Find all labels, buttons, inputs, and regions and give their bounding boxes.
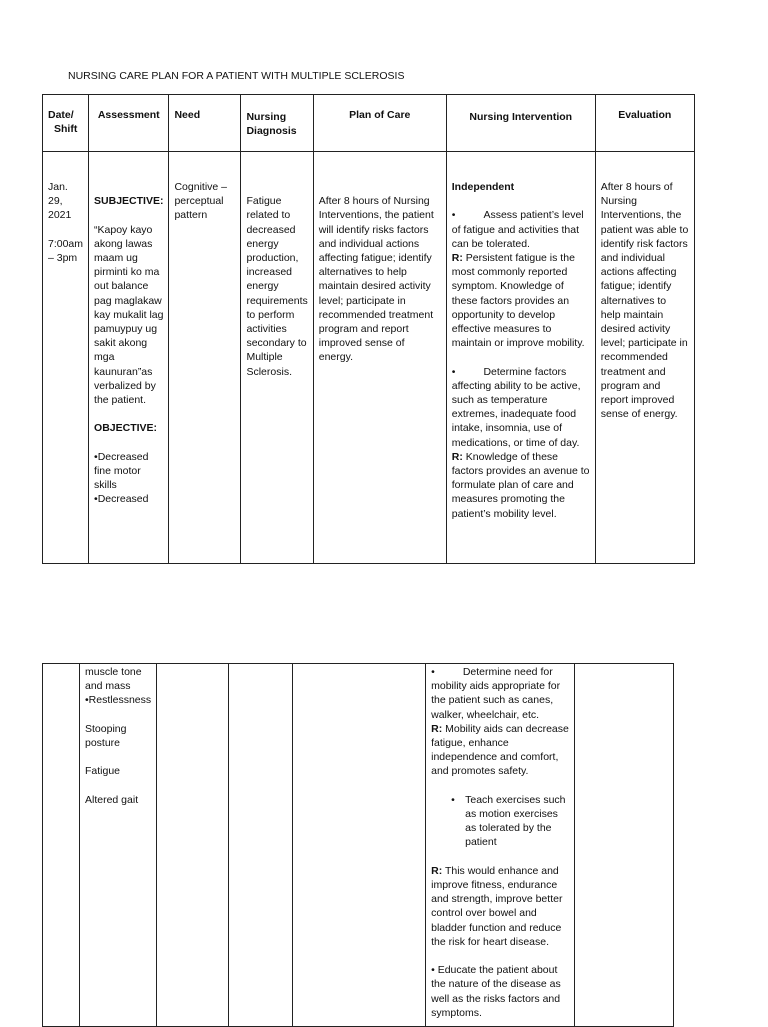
intervention-item: • Assess patient’s level of fatigue and activities that can be tolerated.: [451, 209, 584, 250]
need-cell: [169, 152, 241, 564]
header-evaluation: Evaluation: [595, 95, 694, 152]
intervention-item: • Determine need for mobility aids appropriate for the patient such as canes, walker, wheelchair, etc.: [431, 666, 561, 721]
intervention-item: • Teach exercises such as motion exercises as tolerated by the patient: [465, 793, 569, 850]
header-date-shift: Date/ Shift: [43, 95, 89, 152]
rationale: R: This would enhance and improve fitness, endurance and strength, improve better control over bowel and bladder function and reduce the risk for heart disease.: [431, 864, 563, 948]
intervention-heading: Independent: [451, 181, 515, 193]
objective-item: muscle tone and mass: [85, 666, 142, 693]
care-plan-table-page1: [42, 94, 695, 564]
date-shift-cell: [43, 664, 80, 1027]
intervention-item: • Determine factors affecting ability to be active, such as temperature extremes, inadequate food intake, insomnia, use of medications, or time of day.: [451, 365, 581, 449]
need-cell: [157, 664, 229, 1027]
plan-cell: [313, 152, 446, 564]
plan-text: After 8 hours of Nursing Interventions, the patient will identify risks factors and individual actions affecting fatigue; identify alternatives to help maintain desired activity level; participate in recommended treatment program and report improved sense of energy.: [318, 195, 434, 364]
evaluation-cell: [575, 664, 674, 1027]
date: Jan. 29, 2021: [48, 181, 72, 222]
objective-item: •Decreased: [94, 493, 149, 506]
header-plan: Plan of Care: [313, 95, 446, 152]
objective-item: Fatigue: [85, 765, 121, 778]
intervention-sublist: [431, 793, 569, 850]
subjective-label: SUBJECTIVE:: [94, 195, 164, 208]
rationale: R: Mobility aids can decrease fatigue, enhance independence and comfort, and promotes safety.: [431, 722, 569, 778]
header-intervention: Nursing Intervention: [446, 95, 595, 152]
rationale: R: Persistent fatigue is the most commonly reported symptom. Knowledge of these factors provides an opportunity to develop effective measures to maintain or improve mobility.: [451, 252, 585, 350]
objective-item: •Decreased fine motor skills: [94, 450, 149, 492]
need-text: Cognitive – perceptual pattern: [174, 181, 227, 222]
evaluation-cell: [595, 152, 694, 564]
diagnosis-cell: [241, 152, 313, 564]
evaluation-text: After 8 hours of Nursing Interventions, the patient was able to identify risk factors and individual actions affecting fatigue; identify alternatives to help maintain desired activity level; participate in recommended treatment and program and report improved sense of energy.: [600, 181, 689, 421]
diagnosis-text: Fatigue related to decreased energy production, increased energy requirements to perform activities secondary to Multiple Sclerosis.: [246, 195, 308, 378]
header-need: Need: [169, 95, 241, 152]
rationale: R: Knowledge of these factors provides an avenue to formulate plan of care and measures promoting the patient’s mobility level.: [451, 450, 590, 520]
objective-item: Altered gait: [85, 793, 139, 806]
care-plan-table-page2: [42, 663, 674, 1027]
assessment-cell: [80, 664, 157, 1027]
assessment-cell: [89, 152, 169, 564]
date-shift-cell: [43, 152, 89, 564]
intervention-cell: [426, 664, 575, 1027]
plan-cell: [293, 664, 426, 1027]
header-assessment: Assessment: [89, 95, 169, 152]
shift: 7:00am – 3pm: [48, 237, 84, 264]
document-title: NURSING CARE PLAN FOR A PATIENT WITH MULTIPLE SCLEROSIS: [68, 70, 405, 82]
objective-label: OBJECTIVE:: [94, 422, 158, 435]
intervention-cell: [446, 152, 595, 564]
objective-item: Stooping posture: [85, 722, 127, 749]
objective-item: •Restlessness: [85, 694, 152, 707]
subjective-text: “Kapoy kayo akong lawas maam ug pirminti ko ma out balance pag maglakaw kay mukalit lag pamuypuy ug sakit akong mga kaunuran”as verbalized by the patient.: [94, 223, 164, 407]
diagnosis-cell: [229, 664, 293, 1027]
header-row: [43, 95, 695, 152]
table-row: [43, 152, 695, 564]
table-row: [43, 664, 674, 1027]
intervention-item: • Educate the patient about the nature of the disease as well as the risks factors and symptoms.: [431, 964, 561, 1019]
header-diagnosis: Nursing Diagnosis: [241, 95, 313, 152]
